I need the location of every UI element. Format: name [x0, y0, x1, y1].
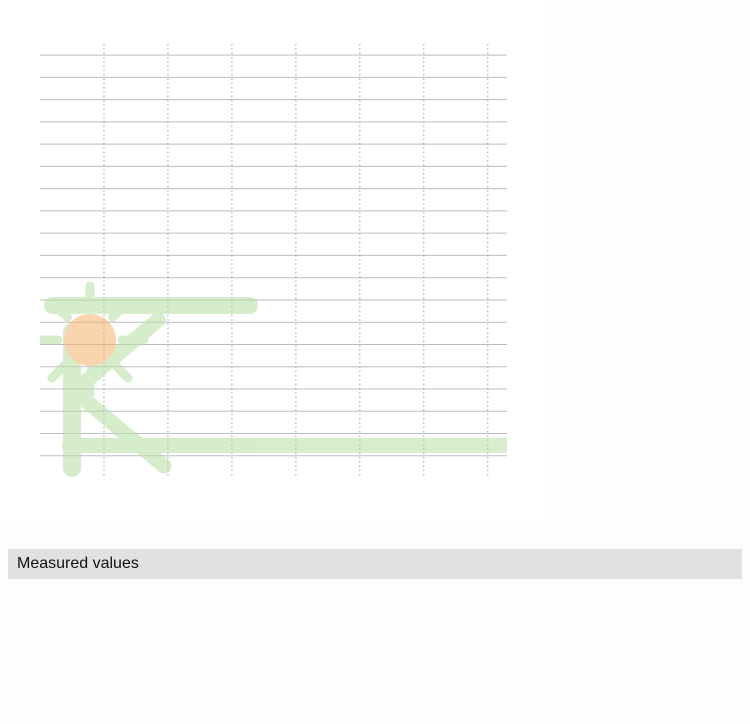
measured-values-section-bar	[8, 549, 742, 579]
watermark-swoosh	[62, 438, 522, 453]
watermark-sun-icon	[64, 314, 116, 366]
section-title: Measured values	[17, 555, 139, 572]
watermark-bar	[44, 297, 258, 314]
